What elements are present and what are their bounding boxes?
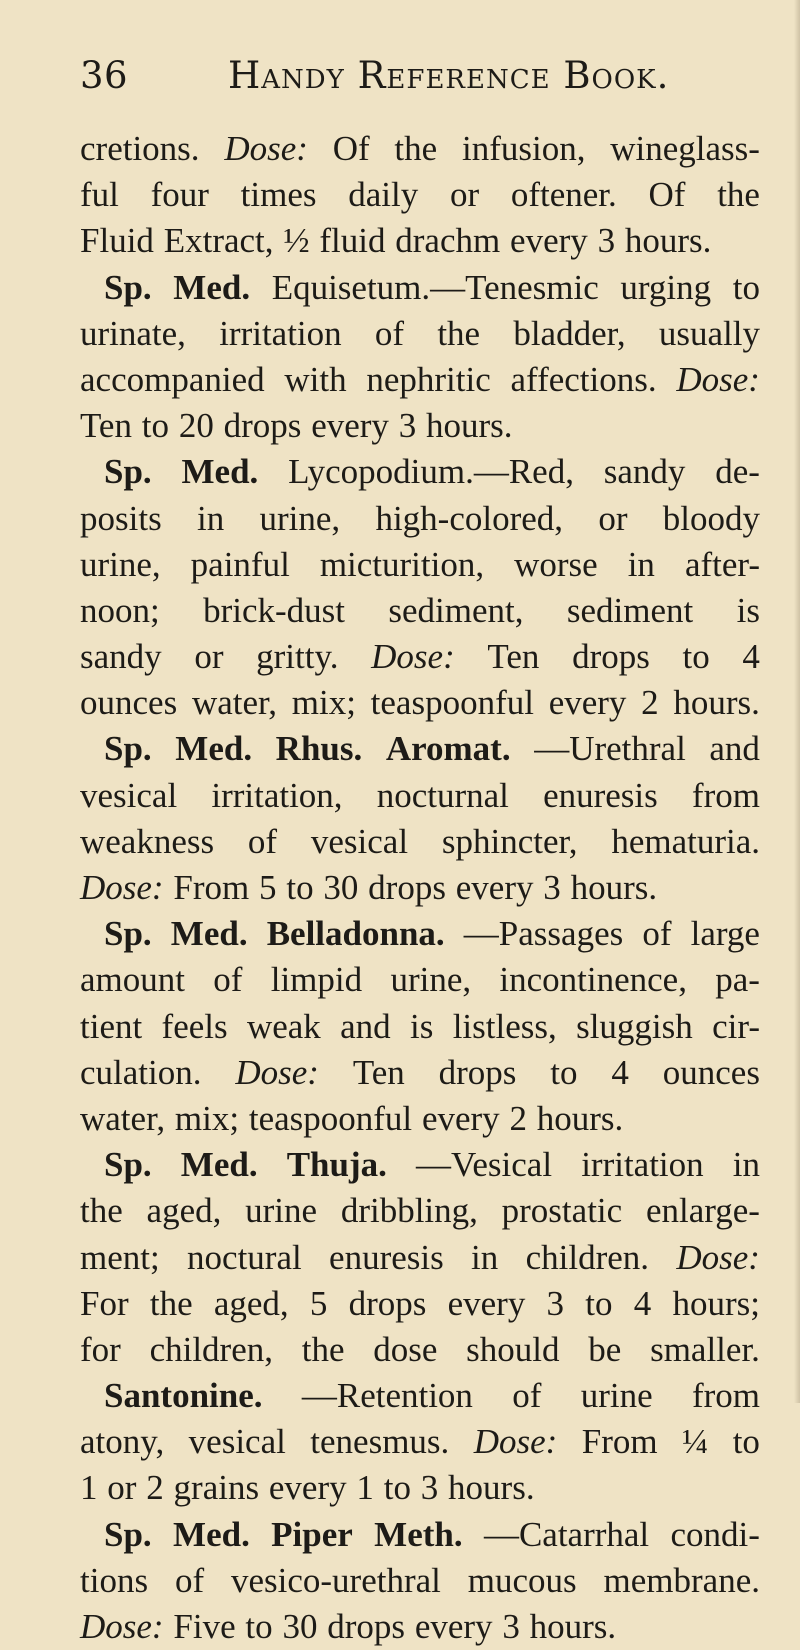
word: in (732, 1145, 760, 1185)
word: noctural (187, 1237, 302, 1277)
word: teaspoonful (248, 1098, 413, 1138)
text-line (80, 449, 760, 495)
word: of (174, 1560, 205, 1600)
word: the (149, 1283, 193, 1323)
word: cir- (712, 1006, 760, 1046)
text-line (80, 1373, 760, 1419)
word: cretions. (80, 129, 200, 168)
word: enlarge- (645, 1191, 760, 1231)
word: and (709, 729, 760, 769)
word: Ten (80, 406, 132, 446)
running-head (80, 48, 760, 104)
word: de- (715, 452, 760, 492)
word: 2 (146, 1468, 164, 1508)
word: ounces (80, 683, 178, 723)
text-line (80, 1558, 760, 1604)
word: bladder, (513, 313, 626, 353)
word: is (410, 1006, 434, 1046)
dose-label: Dose: (371, 637, 455, 677)
word: 4 (742, 637, 760, 677)
word: —Vesical (416, 1145, 553, 1185)
word: the (394, 129, 438, 168)
word: accompanied (80, 359, 265, 399)
word: prostatic (501, 1191, 623, 1231)
word: smaller. (650, 1329, 760, 1369)
text-line (80, 311, 760, 357)
word: drops (438, 1052, 517, 1092)
remedy-name: Med. (173, 267, 251, 307)
word: to (585, 1283, 613, 1323)
body-text (80, 126, 760, 1650)
word: micturition, (319, 544, 485, 584)
word: Of (648, 175, 686, 215)
word: tions (80, 1560, 149, 1600)
word: 5 (259, 868, 277, 907)
word: after- (684, 544, 760, 584)
remedy-name: Sp. (104, 1145, 152, 1185)
word: hours. (529, 1607, 617, 1646)
word: wineglass- (610, 129, 760, 168)
word: ½ (283, 221, 310, 261)
remedy-name: Meth. (374, 1514, 463, 1554)
text-line (80, 865, 760, 911)
word: 30 (323, 868, 359, 907)
word: to (682, 637, 710, 677)
remedy-name: Santonine. (104, 1376, 263, 1416)
word: From (173, 868, 250, 907)
text-line (80, 357, 760, 403)
word: irritation (581, 1145, 704, 1185)
word: mix; (291, 683, 356, 723)
word: every (268, 1468, 347, 1508)
word: teaspoonful (370, 683, 534, 723)
word: in (627, 544, 655, 584)
word: 1 (356, 1468, 374, 1508)
text-line (80, 1235, 760, 1281)
word: —Retention (301, 1376, 473, 1416)
word: sediment (566, 590, 694, 630)
word: Extract, (163, 221, 274, 261)
text-line (80, 542, 760, 588)
word: Ten (352, 1052, 405, 1092)
text-line (80, 1050, 760, 1096)
text-line (80, 1419, 760, 1465)
word: urine, (390, 960, 472, 1000)
word: every (455, 868, 534, 907)
word: of (374, 313, 405, 353)
word: 2 (509, 1098, 527, 1138)
word: hours. (673, 683, 760, 723)
remedy-name: Med. (181, 452, 259, 492)
word: every (421, 1098, 500, 1138)
word: 3 (398, 406, 417, 446)
word: is (736, 590, 760, 630)
word: and (340, 1006, 391, 1046)
text-line (80, 680, 760, 726)
word: 30 (282, 1607, 318, 1646)
word: or (107, 1468, 137, 1508)
word: should (466, 1329, 560, 1369)
word: sediment, (388, 590, 524, 630)
word: urinate, (80, 313, 186, 353)
word: usually (658, 313, 760, 353)
text-line (80, 726, 760, 772)
text-line (80, 911, 760, 957)
text-line (80, 1188, 760, 1234)
word: drops (368, 868, 446, 907)
word: hours. (570, 868, 658, 907)
remedy-name: Belladonna. (266, 914, 445, 954)
word: of (642, 914, 672, 954)
dose-label: Dose: (473, 1422, 558, 1462)
remedy-name: Sp. (104, 729, 152, 769)
text-line (80, 496, 760, 542)
text-line (80, 634, 760, 680)
word: enuresis (543, 775, 658, 815)
remedy-name: Med. (175, 729, 253, 769)
word: of (213, 960, 243, 1000)
word: four (150, 175, 209, 215)
word: urine, (259, 498, 341, 538)
remedy-name: Piper (271, 1514, 353, 1554)
word: aged, (146, 1191, 222, 1231)
word: irritation (219, 313, 342, 353)
word: —Urethral (534, 729, 686, 769)
word: or (449, 175, 480, 215)
word: or (598, 498, 628, 538)
word: urine (580, 1376, 653, 1416)
word: grains (173, 1468, 260, 1508)
remedy-name: Med. (180, 1145, 258, 1185)
remedy-name: Thuja. (286, 1145, 387, 1185)
word: every (447, 1283, 526, 1323)
word: brick-dust (203, 590, 346, 630)
word: 1 (80, 1468, 98, 1508)
word: the (437, 313, 481, 353)
word: the (80, 1191, 123, 1231)
word: ¼ (682, 1422, 709, 1462)
word: amount (80, 960, 185, 1000)
word: times (240, 175, 317, 215)
word: to (141, 406, 170, 446)
text-line (80, 1512, 760, 1558)
word: affections. (510, 359, 657, 399)
word: ful (80, 175, 119, 215)
word: incontinence, (499, 960, 687, 1000)
word: dose (373, 1329, 438, 1369)
word: pa- (715, 960, 760, 1000)
word: drops (223, 406, 302, 446)
word: vesical (310, 821, 409, 861)
word: of (512, 1376, 542, 1416)
word: urine (245, 1191, 318, 1231)
word: drops (572, 637, 650, 677)
text-line (80, 126, 760, 172)
text-line (80, 1281, 760, 1327)
word: sandy (80, 637, 162, 677)
text-line (80, 172, 760, 218)
word: in (196, 498, 225, 538)
word: water, (191, 683, 278, 723)
word: ment; (80, 1237, 160, 1277)
word: 3 (420, 1468, 439, 1508)
word: Five (173, 1607, 236, 1646)
word: drops (327, 1607, 406, 1646)
word: to (286, 868, 314, 907)
word: tient (80, 1006, 143, 1046)
word: painful (190, 544, 290, 584)
word: ounces (662, 1052, 760, 1092)
word: condi- (670, 1514, 760, 1554)
word: weakness (80, 821, 215, 861)
word: urging (620, 267, 712, 307)
word: weak (246, 1006, 321, 1046)
word: membrane. (603, 1560, 760, 1600)
word: every (414, 1607, 493, 1646)
word: 4 (611, 1052, 629, 1092)
word: from (691, 1376, 760, 1416)
remedy-name: Sp. (104, 452, 152, 492)
word: Of (332, 129, 370, 168)
remedy-name: Aromat. (385, 729, 511, 769)
word: water, (80, 1098, 166, 1138)
word: hours. (624, 221, 712, 261)
book-title: Handy Reference Book. (228, 54, 670, 97)
remedy-name: Sp. (104, 267, 152, 307)
word: hours. (426, 406, 513, 446)
word: worse (514, 544, 598, 584)
word: drachm (395, 221, 501, 261)
word: mix; (174, 1098, 240, 1138)
word: Fluid (80, 221, 154, 261)
word: tenesmus. (310, 1422, 450, 1462)
remedy-name: Sp. (104, 1514, 152, 1554)
word: children, (149, 1329, 273, 1369)
word: limpid (270, 960, 363, 1000)
remedy-name: Rhus. (275, 729, 363, 769)
text-line (80, 1327, 760, 1373)
word: For (80, 1283, 129, 1323)
word: posits (80, 498, 162, 538)
word: 20 (178, 406, 214, 446)
word: fluid (319, 221, 386, 261)
dose-label: Dose: (676, 1237, 760, 1277)
dose-label: Dose: (676, 359, 760, 399)
word: hematuria. (611, 821, 760, 861)
word: Lycopodium.—Red, (288, 452, 574, 492)
word: high-colored, (375, 498, 564, 538)
word: Ten (487, 637, 540, 677)
word: 4 (633, 1283, 652, 1323)
dose-label: Dose: (80, 1607, 164, 1646)
word: or (194, 637, 224, 677)
word: the (717, 175, 760, 215)
word: hours. (536, 1098, 624, 1138)
word: to (550, 1052, 578, 1092)
dose-label: Dose: (235, 1052, 319, 1092)
word: infusion, (461, 129, 586, 168)
word: feels (161, 1006, 228, 1046)
word: to (383, 1468, 411, 1508)
text-line (80, 403, 760, 449)
text-line (80, 773, 760, 819)
remedy-name: Sp. (104, 914, 152, 954)
text-line (80, 588, 760, 634)
word: listless, (452, 1006, 557, 1046)
word: noon; (80, 590, 160, 630)
remedy-name: Med. (170, 914, 248, 954)
remedy-name: Med. (173, 1514, 250, 1554)
word: daily (348, 175, 419, 215)
word: dribbling, (340, 1191, 478, 1231)
word: every (548, 683, 627, 723)
word: atony, (80, 1422, 165, 1462)
word: 2 (641, 683, 659, 723)
word: vesical (80, 775, 178, 815)
word: to (732, 1422, 760, 1462)
word: 3 (502, 1607, 520, 1646)
word: oftener. (510, 175, 617, 215)
text-line (80, 1096, 760, 1142)
dose-label: Dose: (80, 868, 164, 907)
word: 5 (309, 1283, 328, 1323)
word: 3 (546, 1283, 565, 1323)
word: vesico-urethral (230, 1560, 441, 1600)
word: bloody (662, 498, 760, 538)
page-edge-shadow (794, 0, 800, 1403)
text-line (80, 819, 760, 865)
word: drops (348, 1283, 427, 1323)
word: the (301, 1329, 345, 1369)
word: vesical (188, 1422, 286, 1462)
word: with (284, 359, 347, 399)
word: 3 (597, 221, 616, 261)
text-line (80, 218, 760, 264)
dose-label: Dose: (224, 129, 308, 168)
word: nocturnal (376, 775, 509, 815)
word: large (690, 914, 760, 954)
word: gritty. (256, 637, 339, 677)
word: every (311, 406, 389, 446)
text-line (80, 1465, 760, 1511)
word: children. (525, 1237, 650, 1277)
word: hours. (448, 1468, 535, 1508)
word: sandy (603, 452, 686, 492)
word: sluggish (576, 1006, 693, 1046)
word: sphincter, (441, 821, 578, 861)
word: in (471, 1237, 499, 1277)
word: culation. (80, 1052, 202, 1092)
word: urine, (80, 544, 161, 584)
word: —Catarrhal (483, 1514, 650, 1554)
word: irritation, (211, 775, 343, 815)
text-line (80, 957, 760, 1003)
text-line (80, 265, 760, 311)
word: —Passages (463, 914, 624, 954)
word: 3 (543, 868, 561, 907)
word: every (510, 221, 588, 261)
word: from (691, 775, 760, 815)
word: From (581, 1422, 658, 1462)
word: to (732, 267, 760, 307)
word: of (247, 821, 278, 861)
word: mucous (467, 1560, 577, 1600)
text-line (80, 1604, 760, 1650)
word: Equisetum.—Tenesmic (271, 267, 599, 307)
word: aged, (213, 1283, 289, 1323)
text-line (80, 1004, 760, 1050)
word: nephritic (366, 359, 491, 399)
page-number: 36 (80, 54, 129, 97)
word: to (245, 1607, 273, 1646)
text-line (80, 1142, 760, 1188)
word: be (588, 1329, 622, 1369)
word: enuresis (329, 1237, 444, 1277)
word: hours; (672, 1283, 760, 1323)
word: for (80, 1329, 121, 1369)
